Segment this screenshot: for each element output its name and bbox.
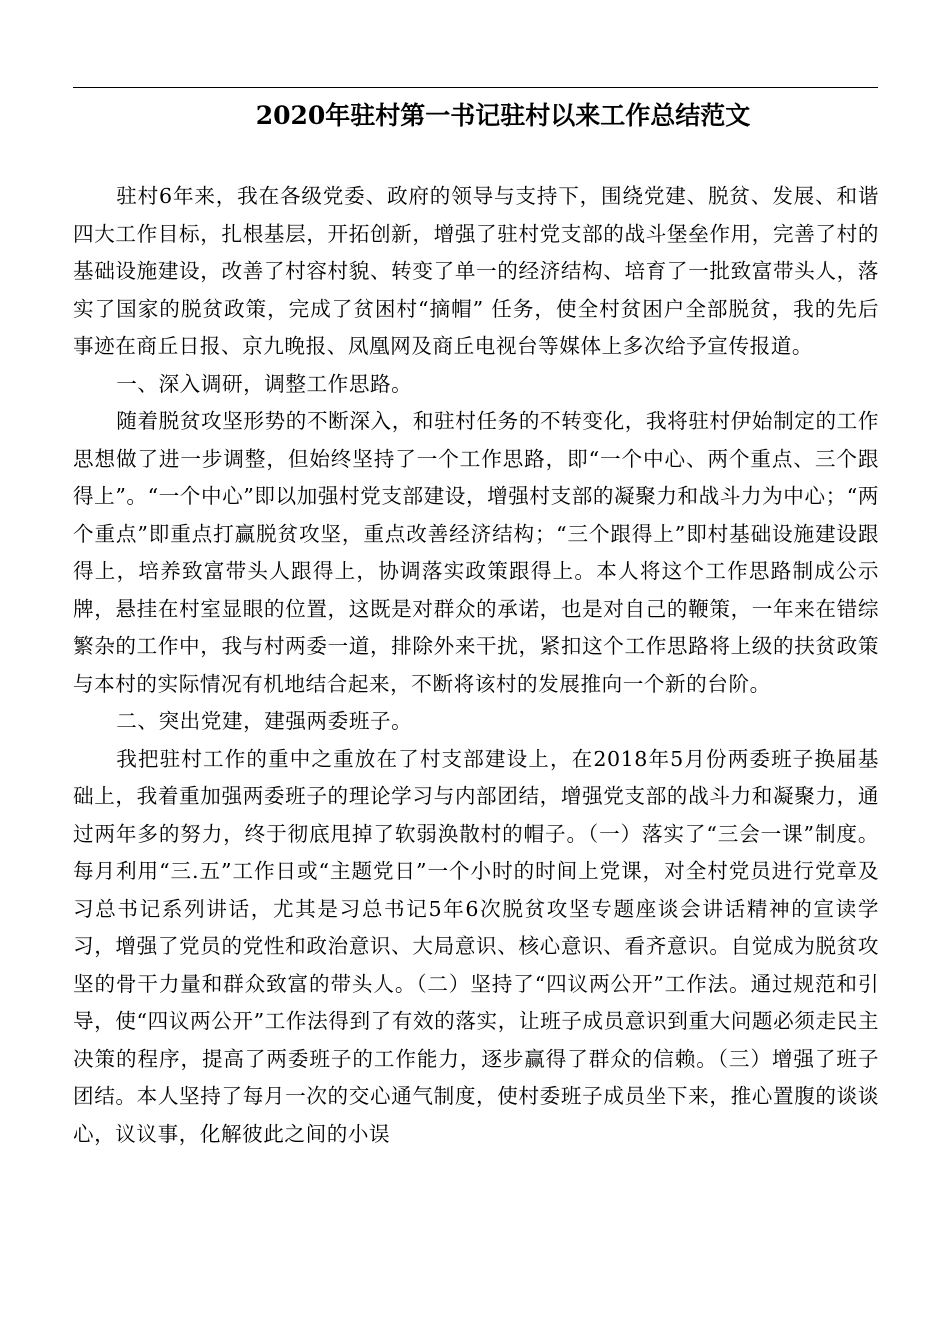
document-body xyxy=(73,178,879,1153)
document-title: 2020年驻村第一书记驻村以来工作总结范文 xyxy=(255,101,751,130)
section-heading-1: 一、深入调研，调整工作思路。 xyxy=(116,371,413,396)
paragraph-section-1: 随着脱贫攻坚形势的不断深入，和驻村任务的不转变化，我将驻村伊始制定的工作思想做了进一步调整，但始终坚持了一个工作思路，即“一个中心、两个重点、三个跟得上”。“一个中心”即以加强村党支部建设，增强村支部的凝聚力和战斗力为中心；“两个重点”即重点打赢脱贫攻坚，重点改善经济结构；“三个跟得上”即村基础设施建设跟得上，培养致富带头人跟得上，协调落实政策跟得上。本人将这个工作思路制成公示牌，悬挂在村室显眼的位置，这既是对群众的承诺，也是对自己的鞭策，一年来在错综繁杂的工作中，我与村两委一道，排除外来干扰，紧扣这个工作思路将上级的扶贫政策与本村的实际情况有机地结合起来，不断将该村的发展推向一个新的台阶。 xyxy=(73,409,879,696)
paragraph-section-2: 我把驻村工作的重中之重放在了村支部建设上，在2018年5月份两委班子换届基础上，我着重加强两委班子的理论学习与内部团结，增强党支部的战斗力和凝聚力，通过两年多的努力，终于彻底甩掉了软弱涣散村的帽子。（一）落实了“三会一课”制度。每月利用“三.五”工作日或“主题党日”一个小时的时间上党课，对全村党员进行党章及习总书记系列讲话，尤其是习总书记5年6次脱贫攻坚专题座谈会讲话精神的宣读学习，增强了党员的党性和政治意识、大局意识、核心意识、看齐意识。自觉成为脱贫攻坚的骨干力量和群众致富的带头人。（二）坚持了“四议两公开”工作法。通过规范和引导，使“四议两公开”工作法得到了有效的落实，让班子成员意识到重大问题必须走民主决策的程序，提高了两委班子的工作能力，逐步赢得了群众的信赖。（三）增强了班子团结。本人坚持了每月一次的交心通气制度，使村委班子成员坐下来，推心置腹的谈谈心，议议事，化解彼此之间的小误 xyxy=(73,746,879,1146)
section-heading-2: 二、突出党建，建强两委班子。 xyxy=(116,709,413,733)
header-rule xyxy=(73,87,878,88)
paragraph-intro: 驻村6年来，我在各级党委、政府的领导与支持下，围绕党建、脱贫、发展、和谐四大工作目标，扎根基层，开拓创新，增强了驻村党支部的战斗堡垒作用，完善了村的基础设施建设，改善了村容村貌、转变了单一的经济结构、培育了一批致富带头人，落实了国家的脱贫政策，完成了贫困村“摘帽” 任务，使全村贫困户全部脱贫，我的先后事迹在商丘日报、京九晚报、凤凰网及商丘电视台等媒体上多次给予宣传报道。 xyxy=(73,184,879,358)
